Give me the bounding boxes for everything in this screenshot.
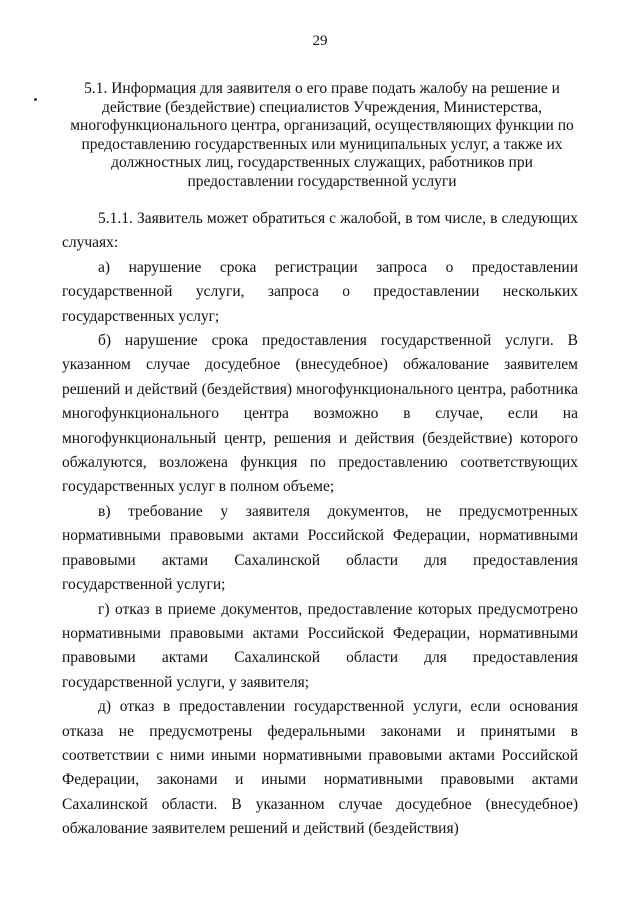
paragraph-item-g: г) отказ в приеме документов, предоставление которых предусмотрено нормативными правовыми актами Российской Федерации, нормативными правовыми актами Сахалинской области для предоставления государственной услуги, у заявителя; <box>62 600 578 691</box>
scan-speck <box>34 98 37 101</box>
document-body <box>62 207 578 842</box>
page-number: 29 <box>312 33 328 49</box>
section-heading: 5.1. Информация для заявителя о его праве подать жалобу на решение и действие (бездействие) специалистов Учреждения, Министерства, многофункционального центра, организаций, осуществляющих функции по предоставлению государственных или муниципальных услуг, а также их должностных лиц, государственных служащих, работников при предоставлении государственной услуги <box>70 80 574 190</box>
paragraph-item-d: д) отказ в предоставлении государственной услуги, если основания отказа не предусмотрены федеральными законами и принятыми в соответствии с ними иными нормативными правовыми актами Российской Федерации, законами и иными нормативными правовыми актами Сахалинской области. В указанном случае досудебное (внесудебное) обжалование заявителем решений и действий (бездействия) <box>62 698 578 838</box>
paragraph-item-b: б) нарушение срока предоставления государственной услуги. В указанном случае досудебное (внесудебное) обжалование заявителем решений и действий (бездействия) многофункционального центра, работника многофункционального центра возможно в случае, если на многофункциональный центр, решения и действия (бездействие) которого обжалуются, возложена функция по предоставлению соответствующих государственных услуг в полном объеме; <box>62 332 578 496</box>
paragraph-item-a: а) нарушение срока регистрации запроса о предоставлении государственной услуги, запроса о предоставлении нескольких государственных услуг; <box>62 258 578 325</box>
paragraph-item-v: в) требование у заявителя документов, не предусмотренных нормативными правовыми актами Российской Федерации, нормативными правовыми актами Сахалинской области для предоставления государственной услуги; <box>62 502 578 594</box>
paragraph-5-1-1: 5.1.1. Заявитель может обратиться с жалобой, в том числе, в следующих случаях: <box>62 210 578 252</box>
